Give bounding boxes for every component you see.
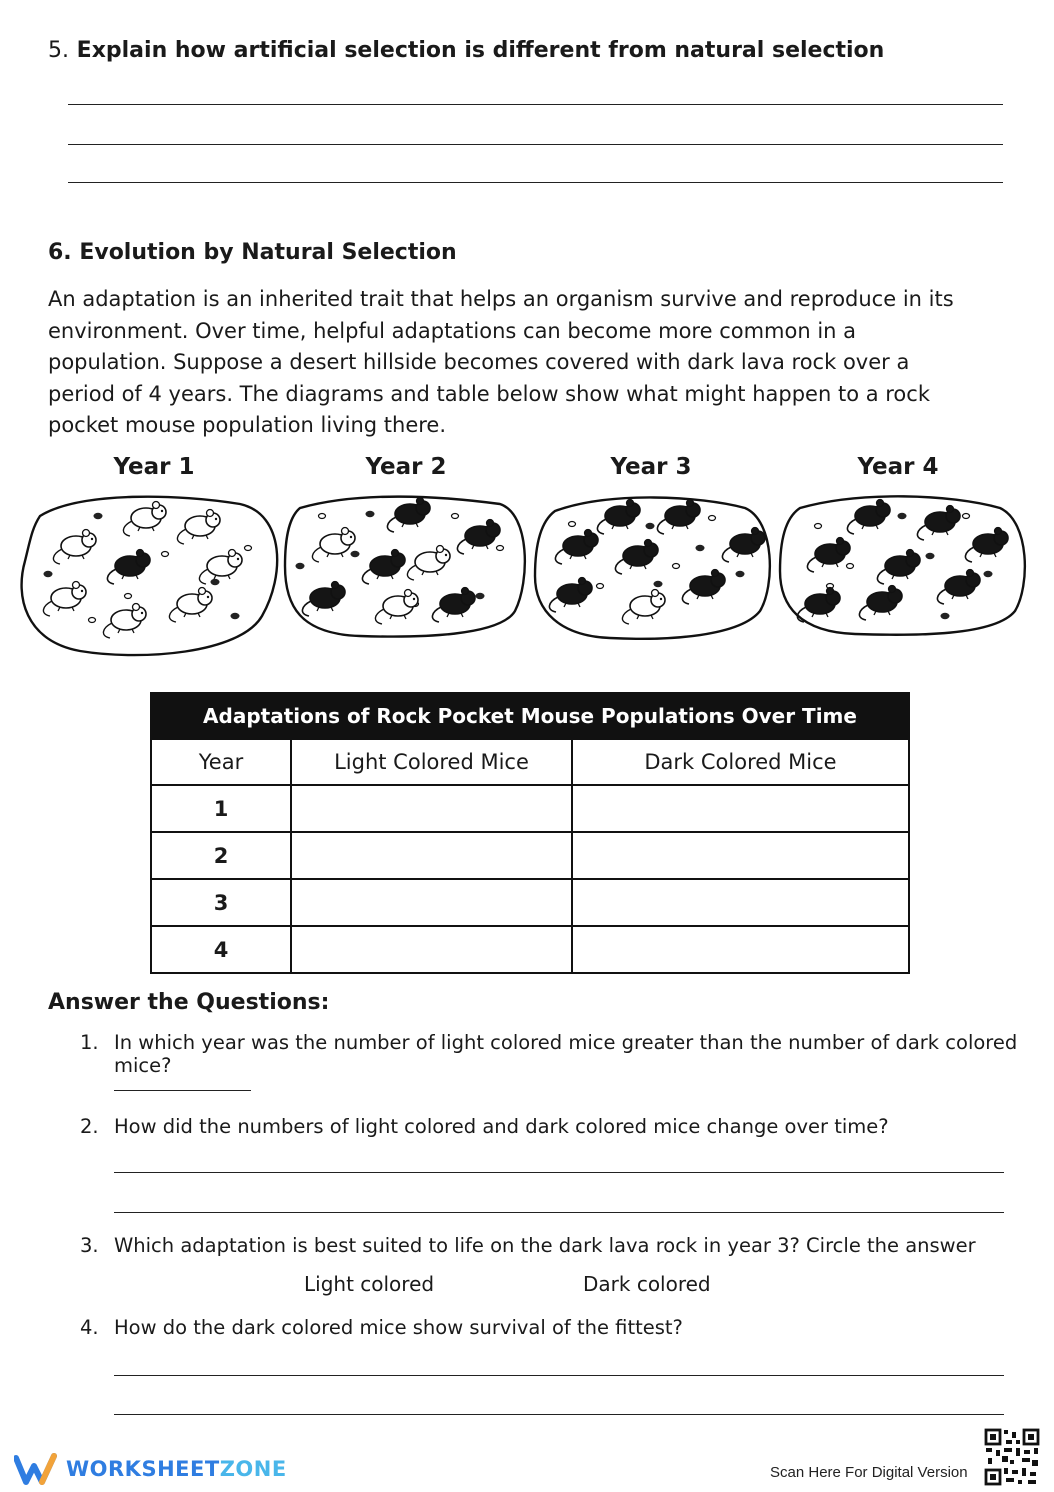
question-5-text: Explain how artificial selection is different from natural selection	[76, 38, 885, 63]
table-row	[151, 785, 909, 832]
year-1-label: Year 1	[113, 454, 195, 480]
question-5-number: 5.	[48, 38, 69, 63]
answer-line[interactable]	[68, 182, 1003, 183]
year-3-label: Year 3	[610, 454, 692, 480]
brand-zone: ZONE	[219, 1457, 287, 1481]
mouse-diagrams	[0, 486, 1054, 666]
question-1-text: In which year was the number of light colored mice greater than the number of dark colored mice?	[114, 1031, 1018, 1077]
table-cell-dark[interactable]	[572, 926, 909, 973]
questions-heading: Answer the Questions:	[48, 990, 330, 1015]
qr-code-icon[interactable]	[984, 1428, 1040, 1486]
table-cell-year: 4	[151, 926, 291, 973]
table-cell-light[interactable]	[291, 785, 572, 832]
table-row	[151, 926, 909, 973]
section-6-heading: 6. Evolution by Natural Selection	[48, 240, 457, 265]
table-cell-dark[interactable]	[572, 785, 909, 832]
year-4-diagram	[780, 496, 1025, 634]
scan-text: Scan Here For Digital Version	[770, 1464, 968, 1481]
question-3-number: 3.	[80, 1234, 99, 1257]
answer-line[interactable]	[114, 1375, 1004, 1376]
question-2-number: 2.	[80, 1115, 99, 1138]
table-header-light: Light Colored Mice	[291, 739, 572, 785]
table-header-year: Year	[151, 739, 291, 785]
year-2-diagram	[285, 497, 525, 637]
question-4-number: 4.	[80, 1316, 99, 1339]
question-2-text: How did the numbers of light colored and dark colored mice change over time?	[114, 1115, 889, 1138]
table-cell-year: 2	[151, 832, 291, 879]
brand-worksheet: WORKSHEET	[66, 1457, 220, 1481]
table-cell-light[interactable]	[291, 832, 572, 879]
year-4-label: Year 4	[857, 454, 939, 480]
year-2-label: Year 2	[365, 454, 447, 480]
population-table	[150, 692, 910, 974]
question-5	[48, 38, 884, 63]
worksheetzone-logo[interactable]	[14, 1452, 287, 1486]
year-1-diagram	[22, 497, 278, 655]
answer-line[interactable]	[114, 1172, 1004, 1173]
choice-dark-colored[interactable]: Dark colored	[583, 1272, 711, 1296]
answer-line[interactable]	[114, 1090, 251, 1091]
choice-light-colored[interactable]: Light colored	[304, 1272, 435, 1296]
table-row	[151, 879, 909, 926]
answer-line[interactable]	[68, 144, 1003, 145]
worksheetzone-mark-icon	[14, 1452, 60, 1486]
year-3-diagram	[535, 497, 770, 638]
answer-line[interactable]	[68, 104, 1003, 105]
table-title: Adaptations of Rock Pocket Mouse Populations Over Time	[151, 693, 909, 739]
table-cell-dark[interactable]	[572, 832, 909, 879]
answer-line[interactable]	[114, 1414, 1004, 1415]
table-cell-light[interactable]	[291, 926, 572, 973]
question-3-text: Which adaptation is best suited to life on the dark lava rock in year 3? Circle the answer	[114, 1234, 976, 1257]
table-header-dark: Dark Colored Mice	[572, 739, 909, 785]
table-cell-year: 3	[151, 879, 291, 926]
table-cell-light[interactable]	[291, 879, 572, 926]
table-cell-year: 1	[151, 785, 291, 832]
question-1-number: 1.	[80, 1031, 99, 1054]
table-row	[151, 832, 909, 879]
table-cell-dark[interactable]	[572, 879, 909, 926]
section-6-paragraph: An adaptation is an inherited trait that helps an organism survive and reproduce in its environment. Over time, helpful adaptations can become more common in a population. Suppose a desert hillside becomes covered with dark lava rock over a period of 4 years. The diagrams and table below show what might happen to a rock pocket mouse population living there.	[48, 287, 954, 437]
question-4-text: How do the dark colored mice show survival of the fittest?	[114, 1316, 683, 1339]
answer-line[interactable]	[114, 1212, 1004, 1213]
